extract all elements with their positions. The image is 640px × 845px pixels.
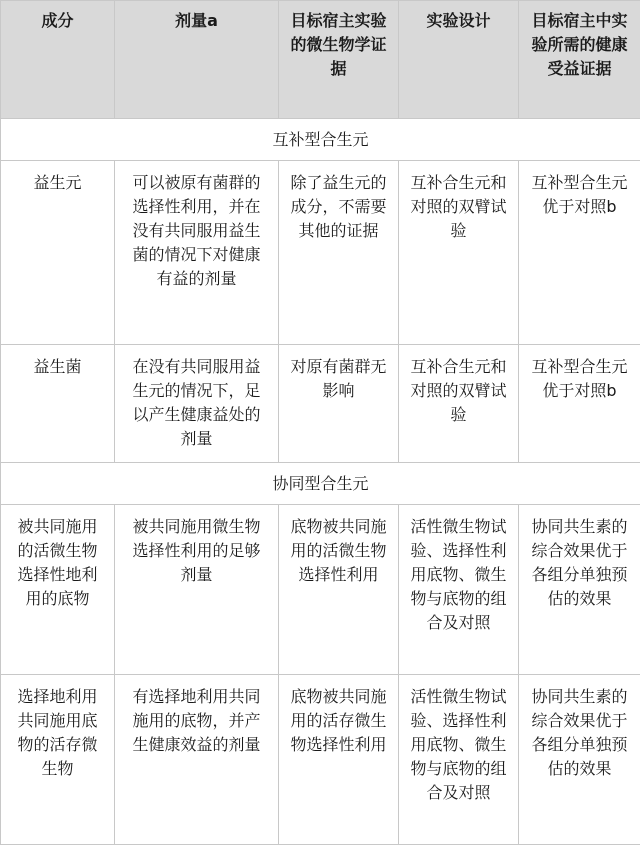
table-row [1, 505, 640, 675]
table-cell: 除了益生元的成分，不需要其他的证据 [279, 161, 399, 345]
section-row [1, 119, 640, 161]
table-cell: 被共同施用微生物选择性利用的足够剂量 [115, 505, 279, 675]
table-cell: 有选择地利用共同施用的底物，并产生健康效益的剂量 [115, 675, 279, 845]
table-cell: 可以被原有菌群的选择性利用，并在没有共同服用益生菌的情况下对健康有益的剂量 [115, 161, 279, 345]
header-health-evidence: 目标宿主中实验所需的健康受益证据 [519, 1, 640, 119]
section-row [1, 463, 640, 505]
table-cell: 底物被共同施用的活存微生物选择性利用 [279, 675, 399, 845]
table-cell: 互补合生元和对照的双臂试验 [399, 345, 519, 463]
table-cell: 协同共生素的综合效果优于各组分单独预估的效果 [519, 675, 640, 845]
table-cell: 底物被共同施用的活微生物选择性利用 [279, 505, 399, 675]
section-title-synergistic: 协同型合生元 [1, 463, 640, 505]
table-cell: 在没有共同服用益生元的情况下，足以产生健康益处的剂量 [115, 345, 279, 463]
table-cell: 对原有菌群无影响 [279, 345, 399, 463]
table-row [1, 675, 640, 845]
table-cell: 互补合生元和对照的双臂试验 [399, 161, 519, 345]
header-design: 实验设计 [399, 1, 519, 119]
header-ingredient: 成分 [1, 1, 115, 119]
table-cell: 活性微生物试验、选择性利用底物、微生物与底物的组合及对照 [399, 675, 519, 845]
table-cell: 互补型合生元优于对照b [519, 161, 640, 345]
table-row [1, 161, 640, 345]
header-microbiology-evidence: 目标宿主实验的微生物学证据 [279, 1, 399, 119]
section-title-complementary: 互补型合生元 [1, 119, 640, 161]
table-row [1, 345, 640, 463]
table-cell: 互补型合生元优于对照b [519, 345, 640, 463]
table-cell: 活性微生物试验、选择性利用底物、微生物与底物的组合及对照 [399, 505, 519, 675]
table-cell: 被共同施用的活微生物选择性地利用的底物 [1, 505, 115, 675]
header-row [1, 1, 640, 119]
table-cell: 协同共生素的综合效果优于各组分单独预估的效果 [519, 505, 640, 675]
table-cell: 益生元 [1, 161, 115, 345]
table-cell: 益生菌 [1, 345, 115, 463]
header-dose: 剂量a [115, 1, 279, 119]
table-cell: 选择地利用共同施用底物的活存微生物 [1, 675, 115, 845]
